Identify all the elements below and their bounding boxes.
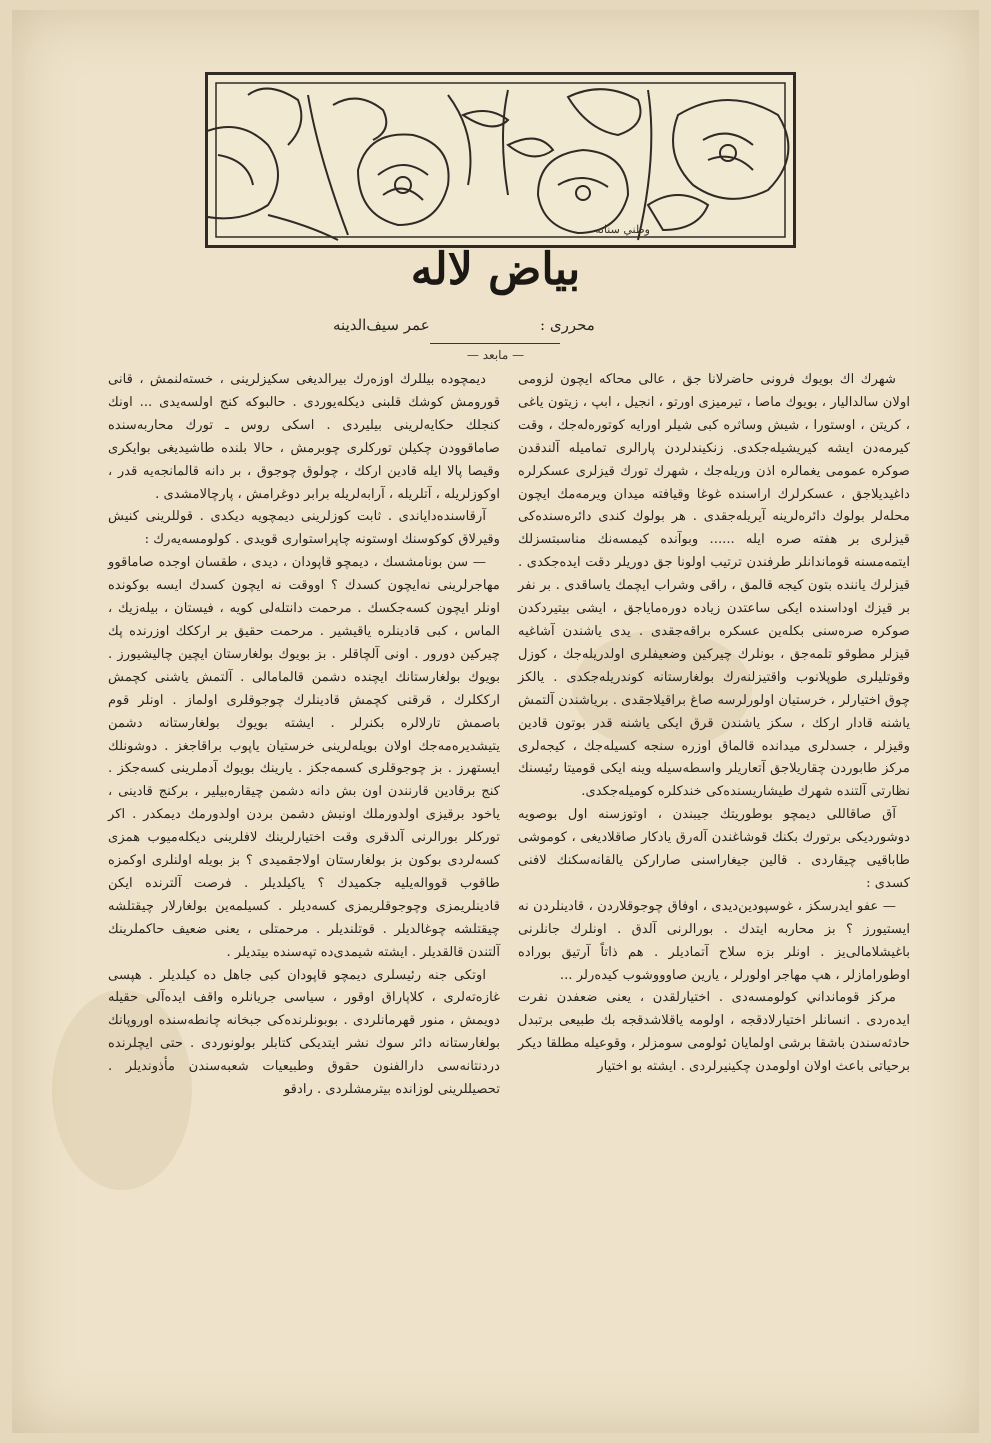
- text-column-right: [518, 369, 910, 1369]
- paragraph: شهرك اك بویوك فرونی حاضرلانا جق ، عالی محاکه ایچون لزومی اولان سالدالیار ، بویوك ماصا ، تیرمیزی اورتو ، انجیل ، ابپ ، زیتون یاغی ، کریتن ، اوستورا ، شیش وساثره کبی شیلر اورایه کوتوره‌له‌جك ، وقت کیرمه‌دن ایشه کیریشیله‌جکدی. زنکیندلردن پارالری تمامیله آلندقدن صوکره عمومی یغمالره اذن وریله‌جك ، شهرك تورك قیزلری عسکرلره داغیدیلاجق ، عسکرلرك اراسنده غوغا وقیافته میدان ویرمه‌مك ایچون محله‌لر بولوك دائره‌لرینه آیریله‌جقدی . هر بولوك کندی دائره‌سنده‌کی قیزلری بر هفته صره ایله ...... وبوآنده کیمسه‌نك مناسبتسزلك ایتمه‌مسنه قوماندانلر طرفندن ترتیب اولونا جق دوریلر دقت ایده‌جکدی . قیزلرك یاننده بتون کیجه قالمق ، راقی وشراب ایچمك یاساقدی . بر نفر بر قیزك اوداسنده ایکی ساعتدن زیاده دوره‌ماياجق ، ایشی بیتیردکدن صوکره صره‌سنی بکله‌ین عسکره براقه‌جقدی . یدی یاشندن آشاغیه قیزلر مطوقو تلمه‌جق ، بونلرك چیركین وضعیفلری اولدریله‌جك ، کوزل وقوتلیلری طوپلانوب واقتیزلنه‌رك بولغارستانه کوندریله‌جکدی . یالکز چوق اختیارلر ، خرستیان اولورلرسه صاغ براقیلاجقدی . برياشندن آلتمش یاشنه قادار ارکك ، سکز یاشندن قرق ایکی یاشنه قدر بوتون قادین وقیزلر ، جسدلری میدانده قالماق اوزره سنجه کسیله‌جك ، کیجه‌لری مرکز طابوردن چقاریلاجق آتعاريلر واسطه‌سیله وینه ایکی قومیتا رئیسنك نظارتی آلتنده شهرك طیشاریسنده‌کی خندکلره کومیله‌جکدی.: [518, 372, 910, 800]
- floral-ornament-icon: [208, 75, 793, 245]
- continued-marker: — مابعد —: [466, 348, 525, 362]
- text-column-left: [108, 369, 500, 1369]
- paragraph: دیمچوده بیللرك اوزه‌رك بیرالدیغی سکیزلرینی ، خسته‌لنمش ، قانی قورومش کوشك قلبنی دیکله‌یوردی . حالبوکه کنج اولسه‌یدی ... اونك کنجلك حکایه‌لرینی بیلیردی . اسکی روس ـ تورك محاربه‌سنده صاماقوودن چکیلن تورکلری چوبرمش ، حالا بلنده طاشیدیغی بوایکری وقیصا پالا ایله قادین ارکك ، چولوق چوجوق ، بر دانه قالمانجه‌یه قدر ، اوکوزلریله ، آتلریله ، آرابه‌لریله برابر دوغرامش ، پارچالامشدی .: [108, 372, 500, 502]
- floral-header-illustration: [205, 72, 796, 248]
- paragraph: آق صاقاللی دیمچو بوطوریتك جیبندن ، اوتوزسنه اول بوصویه دوشوردیکی برتورك بکنك قوشاغندن آله‌رق یادکار صاقلادیغی ، کوموشی طاباقیی چیقاردی . قالین جیغاراسنی صارارکن یالقانه‌سکنك لافنی کسدی :: [518, 807, 910, 891]
- paragraph: مرکز قومانداني کولومسه‌دی . اختیارلقدن ، یعنی ضعفدن نفرت ایده‌ردی . انسانلر اختیارلادقجه ، اولومه یاقلاشدقجه‌ بك طبیعی برتبدل حادثه‌سندن باشقا برشی اولمایان ئولومی سومزلر ، وقوعیله مطلقا دیکر برحیاتی باعث اولان اولومدن چکینیرلردی . ایشته بو اختیار: [518, 990, 910, 1075]
- page-title: بیاض لاله: [410, 244, 581, 295]
- paragraph: — سن بونامشسك ، دیمچو قاپودان ، دیدی ، طقسان اوجده صاماقوو مهاجرلرینی نه‌ایچون کسدك ؟ اووقت نه ایچون کسدك ایسه بوکونده اونلر ایچون کسه‌جکسك . مرحمت دانتله‌لی کویه ، فیستان ، بیله‌زیك ، الماس ، کبی قادینلره یاقیشیر . مرحمت حقیق بر ارککك اوزرنده پك چیركین دورور . اونی آلچاقلر . بز بویوك بولغارستان ایچین چالیشیورز . بویوك بولغارستانك ایچنده دشمن قالمامالی . آلتمش یاشنی کچمش ارککلرك ، قرقنی کچمش قادینلرك چوجوقلری اولماز . اونلر قوم باصمش تارلالره بکنرلر . ایشته بویوك بولغارستانه دشمن یتیشدیره‌مه‌جك اولان بویله‌لرینی خرستیان یاپوب براقاجغز . دوشونلك ایستهرز . بز چوجوقلری کسمه‌جکز . یارینك بویوك آدملرینی کسه‌جکز . کنج برقادین قارنندن اون بش دانه دشمن چیقاره‌بیلیر ، برکنج قادینی ، یاخود برقیزی اولدورملك اونبش دشمن بردن اولدورمك دیمکدر . اکر توركلر بورالرنی آلدقری وقت اختیارلرینك لافلرینی دیکله‌میوب همزی کسه‌لردی بوکون بز بولغارستان اولاجقمیدی ؟ بز بویله اولنلری اوکمزه طاقوب قوواله‌یلیه جکمیدك ؟ یاکیلدیلر . فرصت آلترنده ایکن قادینلریمزی وچوجوقلریمزی کسه‌دیلر . کسیلمه‌ین بولغارلار چیقتلشه چیقتلشه چوغالدیلر . قوتلندیلر . مرحمتلی ، یعنی ضعیف حاکملرینك آلتندن قالقدیلر . ایشته شیمدی‌ده تپه‌سنده بیتدیلر .: [108, 555, 500, 960]
- author-name: عمر سیف‌الدینه: [333, 316, 430, 334]
- paragraph: آرقاسنده‌دایاندی . ثابت کوزلرینی دیمچویه دیکدی . قوللرینی کنیش وقیرلاق کوکوسنك اوستونه چاپراستواری قویدی . کولومسه‌یه‌رك :: [108, 509, 500, 548]
- title-divider: [430, 343, 560, 344]
- paragraph: اوتکی جنه رئیسلری دیمچو قاپودان کبی جاهل ده کیلدیلر . هپسی غازه‌ته‌لری ، کلاپاراق اوقور ، سیاسی جریانلره واقف ایده‌آلی حقیله دویمش ، منور قهرمانلردی . بوبونلرنده‌کی جبخانه چانطه‌سنده اوروپانك بولغارستانه دائر سوك نشر ایتدیکی کتابلر بولونوردی . حتی ایچلرنده دردنتانه‌سی دارالفنون حقوق وطبیعیات شعبه‌سندن مأذوندیلر . تحصیللرینی لوزانده بیترمشلردی . رادقو: [108, 967, 500, 1098]
- byline-label: محرری :: [540, 316, 595, 334]
- artist-signature: وطني سنانه: [595, 223, 650, 236]
- paragraph: — عفو ایدرسکز ، غوسپودین‌دیدی ، اوفاق چوجوقلاردن ، قادینلردن نه ایستیورز ؟ بز محاربه ایتدك . بورالرنی آلدق . اونلرك جانلرنی باغیشلامالی‌یز . اونلر بزه سلاح آتمادیلر . هم ذاتاً آرتیق بوراده اوطورامازلر ، هپ مهاجر اولورلر ، یارین صاوووشوب کیده‌رلر ...: [518, 898, 910, 983]
